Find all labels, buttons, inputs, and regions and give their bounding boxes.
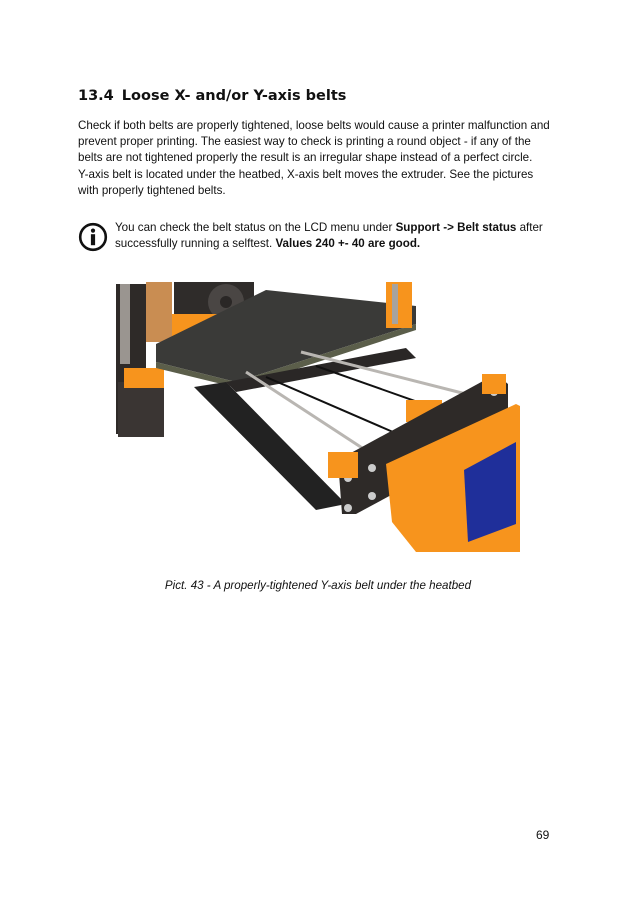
page-number: 69 (536, 828, 550, 842)
note-line-2: successfully running a selftest. Values 240 +- 40 are good. (115, 237, 421, 251)
paragraph-line: prevent proper printing. The easiest way to check is printing a round object - if any of the (78, 135, 531, 149)
paragraph-line: Y-axis belt is located under the heatbed, X-axis belt moves the extruder. See the pictures (78, 167, 534, 181)
section-heading (78, 88, 346, 104)
paragraph-line: with properly tightened belts. (78, 183, 226, 197)
note-line-1: You can check the belt status on the LCD menu under Support -> Belt status after (115, 221, 543, 234)
good-values: Values 240 +- 40 are good. (275, 237, 421, 251)
section-number: 13.4 (78, 88, 114, 104)
paragraph-line: Check if both belts are properly tightened, loose belts would cause a printer malfunction and (78, 119, 550, 132)
menu-path: Support -> Belt status (395, 221, 517, 234)
paragraph-line: belts are not tightened properly the result is an irregular shape instead of a perfect circle. (78, 151, 533, 165)
section-title: Loose X- and/or Y-axis belts (121, 88, 347, 104)
info-note (115, 220, 565, 252)
figure-caption: Pict. 43 - A properly-tightened Y-axis belt under the heatbed (164, 579, 472, 592)
printer-photo (116, 282, 520, 552)
info-icon (78, 222, 108, 252)
body-paragraph (78, 118, 562, 199)
